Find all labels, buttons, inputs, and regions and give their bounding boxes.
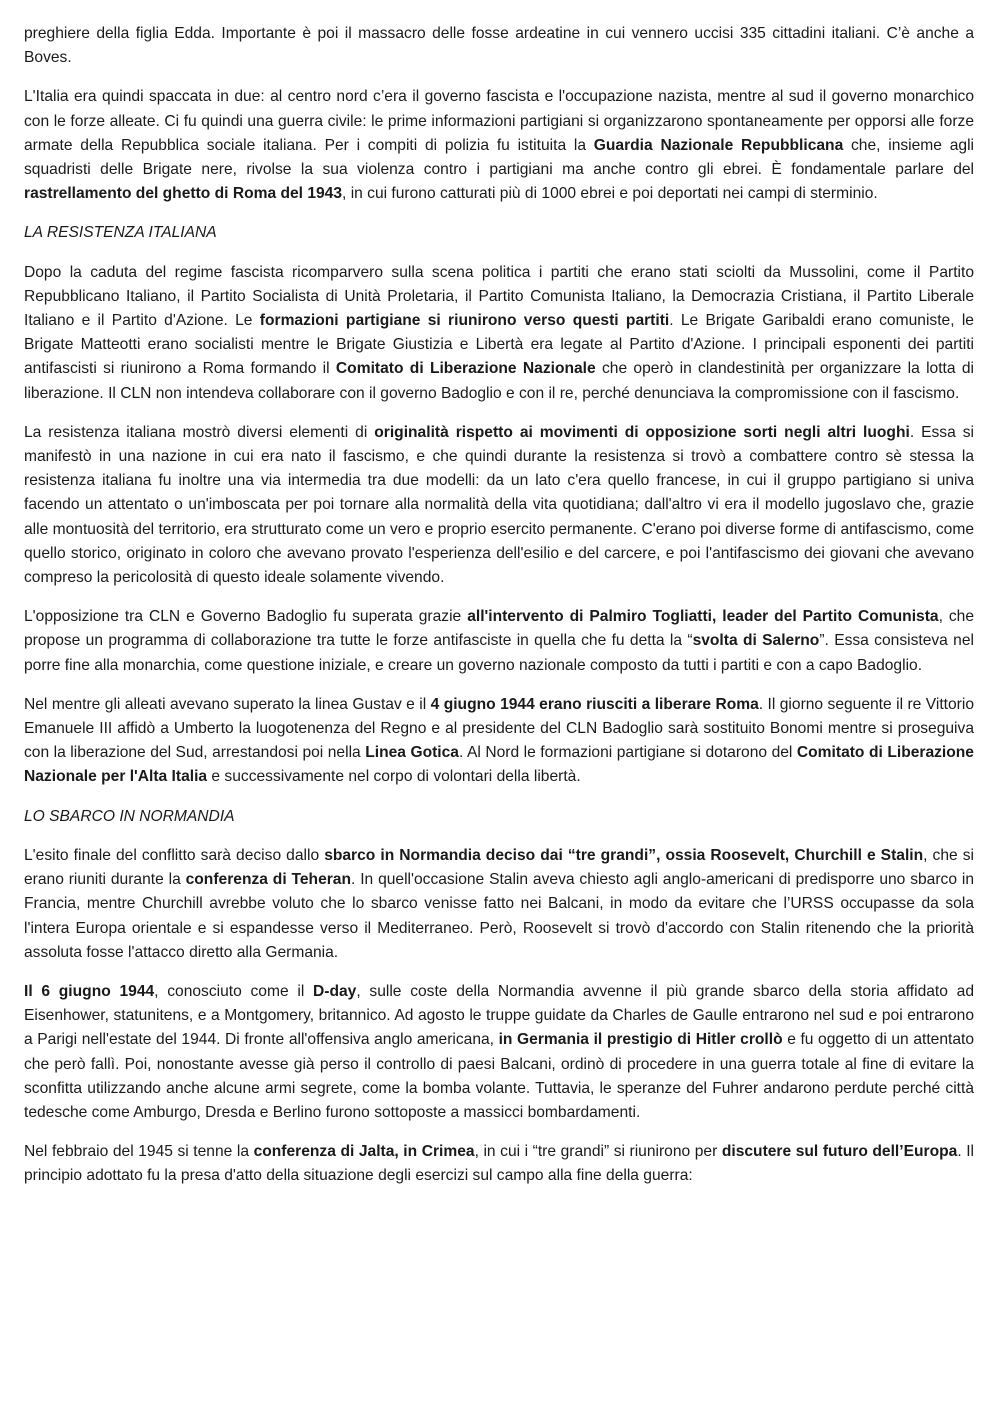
bold-text: Il 6 giugno 1944 <box>24 982 155 1000</box>
bold-text: Linea Gotica <box>365 744 459 762</box>
text-run: . Al Nord le formazioni partigiane si dotarono del <box>458 744 797 762</box>
paragraph <box>24 421 974 590</box>
text-run: , che si erano riuniti durante la <box>24 846 975 889</box>
paragraph <box>24 844 974 965</box>
text-run: , in cui furono catturati più di 1000 ebrei e poi deportati nei campi di sterminio. <box>342 185 878 203</box>
bold-text: discutere sul futuro dell’Europa <box>721 1143 958 1161</box>
text-run: Dopo la caduta del regime fascista ricomparvero sulla scena politica i partiti che erano stati sciolti da Mussolini, come il Partito Repubblicano Italiano, il Partito Socialista di Unità Proletaria, il Partito Comunista Italiano, la Democrazia Cristiana, il Partito Liberale Italiano e il Partito d'Azione. Le <box>24 263 974 330</box>
bold-text: Comitato di Liberazione Nazionale per l'Alta Italia <box>24 744 974 786</box>
bold-text: 4 giugno 1944 erano riusciti a liberare Roma <box>430 695 759 713</box>
paragraph <box>24 980 974 1125</box>
text-run: LO SBARCO IN NORMANDIA <box>24 807 235 825</box>
bold-text: all'intervento di Palmiro Togliatti, leader del Partito Comunista <box>467 608 939 626</box>
paragraph <box>24 693 974 790</box>
text-run: . Il giorno seguente il re Vittorio Emanuele III affidò a Umberto la luogotenenza del Regno e al presidente del CLN Badoglio sarà sostituito Bonomi mentre si proseguiva con la liberazione del Sud, arrestandosi poi nella <box>24 695 974 762</box>
text-run: preghiere della figlia Edda. Importante è poi il massacro delle fosse ardeatine in cui vennero uccisi 335 cittadini italiani. C’è anche a Boves. <box>24 25 974 67</box>
paragraph <box>24 261 974 406</box>
bold-text: rastrellamento del ghetto di Roma del 1943 <box>24 185 343 203</box>
bold-text: formazioni partigiane si riunirono verso questi partiti <box>259 312 670 330</box>
bold-text: Comitato di Liberazione Nazionale <box>335 360 596 378</box>
bold-text: Guardia Nazionale Repubblicana <box>593 136 844 154</box>
text-run: La resistenza italiana mostrò diversi elementi di <box>24 423 375 441</box>
text-run: che operò in clandestinità per organizzare la lotta di liberazione. Il CLN non intendeva collaborare con il governo Badoglio e con il re, perché denunciava la compromissione con il fascismo. <box>24 360 974 402</box>
text-run: , in cui i “tre grandi” si riunirono per <box>474 1143 722 1161</box>
paragraph <box>24 22 974 70</box>
text-run: L'Italia era quindi spaccata in due: al centro nord c’era il governo fascista e l'occupazione nazista, mentre al sud il governo monarchico con le forze alleate. Ci fu quindi una guerra civile: le prime informazioni partigiani si organizzarono spontaneamente per opporsi alle forze armate della Repubblica sociale italiana. Per i compiti di polizia fu istituita la <box>24 88 974 154</box>
text-run: Nel mentre gli alleati avevano superato la linea Gustav e il <box>24 695 431 713</box>
section-heading <box>24 805 974 829</box>
text-run: . Il principio adottato fu la presa d'atto della situazione degli esercizi sul campo alla fine della guerra: <box>24 1143 974 1185</box>
document-page <box>24 22 974 1204</box>
text-run: LA RESISTENZA ITALIANA <box>24 224 217 242</box>
text-run: . Essa si manifestò in una nazione in cui era nato il fascismo, e che quindi durante la resistenza si trovò a combattere contro sè stessa la resistenza italiana fu inoltre una via intermedia tra due modelli: da un lato c'era quello francese, in cui il gruppo partigiano si univa facendo un attentato o un'imboscata per poi tornare alla normalità della vita quotidiana; dall'altro vi era il modello jugoslavo che, grazie alle montuosità del territorio, era strutturato come un vero e proprio esercito permanente. C'erano poi diverse forme di antifascismo, come quello storico, originato in coloro che avevano provato l'esperienza dell'esilio e del carcere, e poi l'antifascismo dei giovani che avevano compreso la pericolosità di questo ideale solamente vivendo. <box>24 423 974 587</box>
text-run: e successivamente nel corpo di volontari della libertà. <box>207 768 581 786</box>
text-run: , sulle coste della Normandia avvenne il più grande sbarco della storia affidato ad Eisenhower, statunitens, e a Montgomery, britannico. Ad agosto le truppe guidate da Charles de Gaulle entrarono nel sud e poi entrarono a Parigi nell'estate del 1944. Di fronte all'offensiva anglo americana, <box>24 982 975 1049</box>
text-run: ”. Essa consisteva nel porre fine alla monarchia, come questione iniziale, e creare un governo nazionale composto da tutti i partiti e con a capo Badoglio. <box>24 632 974 674</box>
bold-text: originalità rispetto ai movimenti di opposizione sorti negli altri luoghi <box>374 423 910 441</box>
text-run: e fu oggetto di un attentato che però fallì. Poi, nonostante avesse già perso il controllo di paesi Balcani, ordinò di procedere in una guerra totale al fine di evitare la sconfitta utilizzando anche alcune armi segrete, come la bomba volante. Tuttavia, le speranze del Fuhrer andarono perdute perché città tedesche come Amburgo, Dresda e Berlino furono sottoposte a massicci bombardamenti. <box>24 1031 975 1121</box>
paragraph <box>24 85 974 206</box>
bold-text: in Germania il prestigio di Hitler crollò <box>498 1031 783 1049</box>
paragraph <box>24 605 974 678</box>
text-run: L'esito finale del conflitto sarà deciso dallo <box>24 846 325 864</box>
text-run: . In quell'occasione Stalin aveva chiesto agli anglo-americani di predisporre uno sbarco in Francia, mentre Churchill avrebbe voluto che lo sbarco venisse fatto nei Balcani, in modo da evitare che l’URSS occupasse da sola l'intera Europa orientale e si espandesse verso il Mediterraneo. Però, Roosevelt si trovò d'accordo con Stalin ritenendo che la priorità assoluta fosse l'attacco diretto alla Germania. <box>24 871 974 961</box>
bold-text: D-day <box>313 982 357 1000</box>
text-run: . Le Brigate Garibaldi erano comuniste, le Brigate Matteotti erano socialisti mentre le Brigate Giustizia e Libertà era legate al Partito d'Azione. I principali esponenti dei partiti antifascisti si riunirono a Roma formando il <box>24 312 974 378</box>
bold-text: sbarco in Normandia deciso dai “tre grandi”, ossia Roosevelt, Churchill e Stalin <box>324 846 924 864</box>
text-run: L'opposizione tra CLN e Governo Badoglio fu superata grazie <box>24 608 468 626</box>
section-heading <box>24 221 974 245</box>
bold-text: conferenza di Teheran <box>185 871 352 889</box>
text-run: , che propose un programma di collaborazione tra tutte le forze antifasciste in quella che fu detta la “ <box>24 608 975 650</box>
text-run: , conosciuto come il <box>154 982 314 1000</box>
bold-text: conferenza di Jalta, in Crimea <box>253 1143 475 1161</box>
text-run: Nel febbraio del 1945 si tenne la <box>24 1143 254 1161</box>
bold-text: svolta di Salerno <box>692 632 820 650</box>
paragraph <box>24 1140 974 1188</box>
text-run: che, insieme agli squadristi delle Brigate nere, rivolse la sua violenza contro i partigiani ma anche contro gli ebrei. È fondamentale parlare del <box>24 136 974 179</box>
